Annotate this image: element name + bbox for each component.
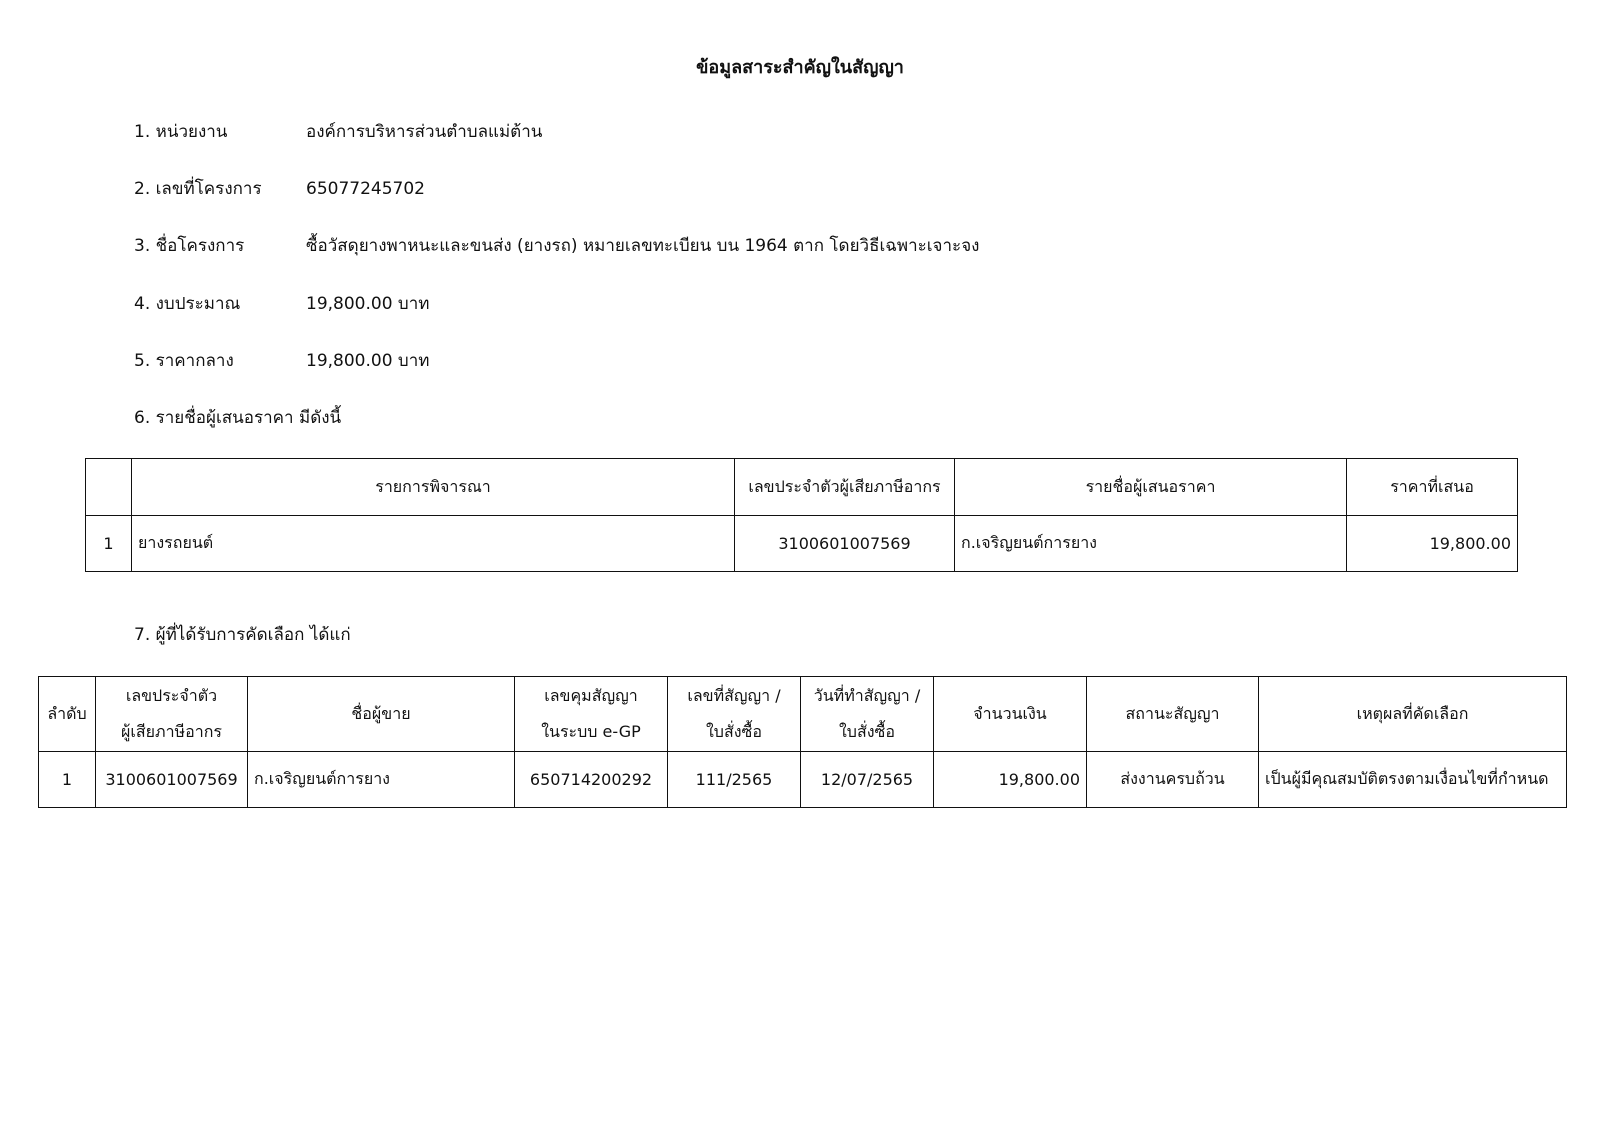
table-cell: 12/07/2565 bbox=[801, 752, 934, 808]
table-cell: ก.เจริญยนต์การยาง bbox=[248, 752, 515, 808]
table-cell: 3100601007569 bbox=[96, 752, 248, 808]
table-header-row bbox=[39, 677, 1567, 752]
field-median-price-value: 19,800.00 บาท bbox=[306, 351, 430, 371]
header-line: ใบสั่งซื้อ bbox=[838, 722, 895, 741]
table-cell: ส่งงานครบถ้วน bbox=[1087, 752, 1259, 808]
header-cell: รายการพิจารณา bbox=[132, 459, 735, 516]
header-line: ในระบบ e-GP bbox=[541, 722, 641, 741]
document-title: ข้อมูลสาระสำคัญในสัญญา bbox=[696, 57, 904, 78]
header-cell: ราคาที่เสนอ bbox=[1347, 459, 1518, 516]
header-cell: รายชื่อผู้เสนอราคา bbox=[955, 459, 1347, 516]
header-cell bbox=[934, 677, 1087, 752]
field-project-number-value: 65077245702 bbox=[306, 179, 425, 199]
table-cell: ยางรถยนต์ bbox=[132, 516, 735, 572]
table-cell: ก.เจริญยนต์การยาง bbox=[955, 516, 1347, 572]
header-cell bbox=[668, 677, 801, 752]
section7-heading: 7. ผู้ที่ได้รับการคัดเลือก ได้แก่ bbox=[134, 625, 351, 645]
field-project-number-label: 2. เลขที่โครงการ bbox=[134, 179, 262, 199]
header-cell bbox=[515, 677, 668, 752]
table-cell: เป็นผู้มีคุณสมบัติตรงตามเงื่อนไขที่กำหนด bbox=[1259, 752, 1567, 808]
header-cell bbox=[96, 677, 248, 752]
field-agency-label: 1. หน่วยงาน bbox=[134, 122, 228, 142]
header-cell bbox=[39, 677, 96, 752]
table-header-row bbox=[86, 459, 1518, 516]
table-row bbox=[86, 516, 1518, 572]
selected-vendor-table bbox=[38, 676, 1567, 808]
table-cell: 1 bbox=[39, 752, 96, 808]
field-project-name-value: ซื้อวัสดุยางพาหนะและขนส่ง (ยางรถ) หมายเลขทะเบียน บน 1964 ตาก โดยวิธีเฉพาะเจาะจง bbox=[306, 236, 980, 256]
header-cell bbox=[86, 459, 132, 516]
header-cell bbox=[1259, 677, 1567, 752]
field-agency-value: องค์การบริหารส่วนตำบลแม่ต้าน bbox=[306, 122, 543, 142]
header-line: เหตุผลที่คัดเลือก bbox=[1356, 704, 1469, 723]
header-cell bbox=[1087, 677, 1259, 752]
header-line: ชื่อผู้ขาย bbox=[351, 704, 411, 723]
table-cell: 1 bbox=[86, 516, 132, 572]
bidders-table bbox=[85, 458, 1518, 572]
header-line: เลขที่สัญญา / bbox=[687, 686, 781, 705]
header-cell: เลขประจำตัวผู้เสียภาษีอากร bbox=[735, 459, 955, 516]
field-budget-value: 19,800.00 บาท bbox=[306, 294, 430, 314]
table-cell: 19,800.00 bbox=[934, 752, 1087, 808]
header-line: จำนวนเงิน bbox=[973, 704, 1047, 723]
header-line: ผู้เสียภาษีอากร bbox=[121, 722, 222, 741]
field-budget-label: 4. งบประมาณ bbox=[134, 294, 241, 314]
header-line: ใบสั่งซื้อ bbox=[705, 722, 762, 741]
header-line: เลขประจำตัว bbox=[125, 686, 218, 705]
field-project-name-label: 3. ชื่อโครงการ bbox=[134, 236, 245, 256]
table-cell: 3100601007569 bbox=[735, 516, 955, 572]
header-line: สถานะสัญญา bbox=[1125, 704, 1220, 723]
header-cell bbox=[248, 677, 515, 752]
section6-heading: 6. รายชื่อผู้เสนอราคา มีดังนี้ bbox=[134, 408, 342, 428]
header-line: เลขคุมสัญญา bbox=[544, 686, 638, 705]
table-row bbox=[39, 752, 1567, 808]
table-cell: 111/2565 bbox=[668, 752, 801, 808]
table-cell: 650714200292 bbox=[515, 752, 668, 808]
field-median-price-label: 5. ราคากลาง bbox=[134, 351, 234, 371]
header-cell bbox=[801, 677, 934, 752]
table-cell: 19,800.00 bbox=[1347, 516, 1518, 572]
header-line: ลำดับ bbox=[47, 704, 87, 723]
header-line: วันที่ทำสัญญา / bbox=[813, 686, 921, 705]
